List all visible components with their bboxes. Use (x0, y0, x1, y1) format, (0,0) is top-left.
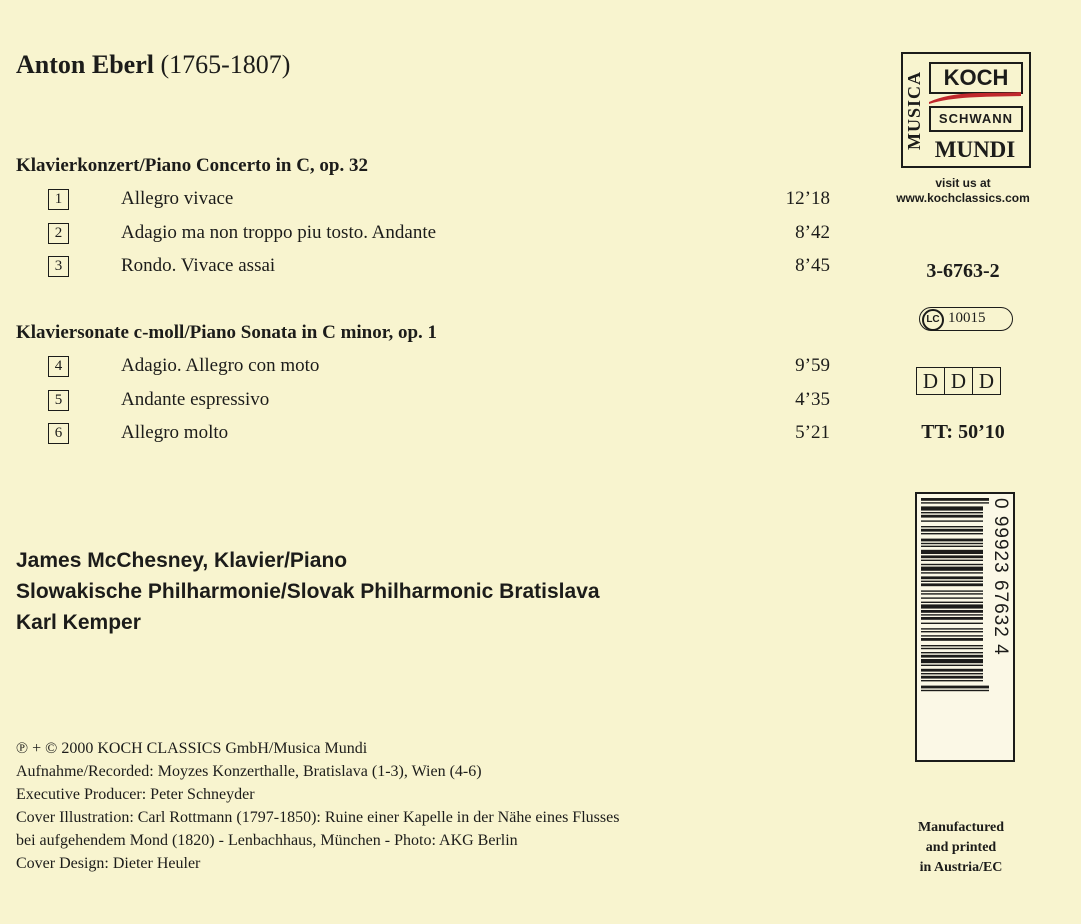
performers-block (16, 545, 600, 638)
track-number: 4 (48, 356, 69, 377)
barcode-bar (921, 512, 983, 513)
performer-soloist: James McChesney, Klavier/Piano (16, 549, 348, 572)
barcode-bar (921, 526, 983, 527)
track-duration: 8’42 (795, 222, 830, 243)
barcode-bar (921, 583, 983, 586)
logo-koch-text: KOCH (929, 62, 1023, 94)
credit-copyright: ℗ + © 2000 KOCH CLASSICS GmbH/Musica Mundi (16, 740, 368, 757)
lc-mark-icon: LC (922, 309, 944, 331)
website-url: www.kochclassics.com (896, 191, 1030, 205)
composer-name: Anton Eberl (16, 50, 154, 79)
barcode-bar (921, 623, 983, 624)
total-time: TT: 50’10 (921, 421, 1005, 443)
barcode-bar (921, 686, 989, 689)
track-title: Allegro molto (121, 422, 229, 443)
barcode-bar (921, 564, 983, 565)
track-duration: 9’59 (795, 355, 830, 376)
track-number: 6 (48, 423, 69, 444)
credit-cover-design: Cover Design: Dieter Heuler (16, 855, 201, 872)
track-title: Allegro vivace (121, 188, 234, 209)
barcode-bar (921, 515, 983, 518)
manufactured-line: Manufactured (917, 820, 1005, 835)
track-number: 2 (48, 223, 69, 244)
track-duration: 4’35 (795, 389, 830, 410)
barcode-bar (921, 593, 983, 594)
barcode-bar (921, 550, 983, 554)
composer-heading (16, 50, 290, 80)
sparscode-letter: D (916, 367, 945, 395)
credit-cover-illustration-cont: bei aufgehendem Mond (1820) - Lenbachhaus, München - Photo: AKG Berlin (16, 832, 518, 849)
track-duration: 12’18 (785, 188, 830, 209)
barcode-bar (921, 604, 983, 608)
label-code-badge (919, 307, 1013, 331)
barcode-bar (921, 617, 983, 620)
work-title-concerto: Klavierkonzert/Piano Concerto in C, op. 32 (16, 155, 368, 176)
manufactured-note (886, 818, 1036, 878)
credits-block (16, 737, 619, 875)
barcode-bar (921, 628, 983, 629)
barcode-bar (921, 520, 983, 521)
track-title: Adagio. Allegro con moto (121, 355, 320, 376)
barcode-bar (921, 498, 989, 501)
credit-recorded: Aufnahme/Recorded: Moyzes Konzerthalle, Bratislava (1-3), Wien (4-6) (16, 763, 482, 780)
credit-cover-illustration: Cover Illustration: Carl Rottmann (1797-1850): Ruine einer Kapelle in der Nähe eines Flusses (16, 809, 620, 826)
barcode-bar (921, 652, 983, 653)
barcode-bar (921, 635, 983, 636)
barcode-bar (921, 665, 983, 666)
track-title: Adagio ma non troppo piu tosto. Andante (121, 222, 437, 243)
track-duration: 8’45 (795, 255, 830, 276)
barcode-bar (921, 539, 983, 542)
barcode-bar (921, 669, 983, 672)
sparscode-letter: D (972, 367, 1001, 395)
logo-musica-text: MUSICA (904, 70, 924, 150)
barcode-bar (921, 546, 983, 547)
performer-orchestra: Slowakische Philharmonie/Slovak Philharmonic Bratislava (16, 580, 600, 603)
barcode-bar (921, 572, 983, 573)
barcode-bar (921, 543, 983, 544)
track-row (48, 222, 830, 248)
track-number: 1 (48, 189, 69, 210)
track-title: Rondo. Vivace assai (121, 255, 276, 276)
manufactured-line: in Austria/EC (919, 860, 1003, 875)
barcode-bar (921, 655, 983, 658)
barcode-bar (921, 533, 983, 534)
barcode-bars (921, 496, 989, 758)
barcode-bar (921, 648, 983, 649)
website-note-line1: visit us at (935, 176, 991, 190)
koch-schwann-logo (901, 52, 1031, 168)
barcode-bar (921, 631, 983, 632)
lc-number: 10015 (948, 310, 986, 326)
performer-conductor: Karl Kemper (16, 611, 141, 634)
barcode-bar (921, 610, 983, 613)
barcode-bar (921, 676, 983, 679)
website-note (876, 176, 1050, 206)
track-row (48, 389, 830, 415)
barcode-bar (921, 555, 983, 558)
track-number: 3 (48, 256, 69, 277)
barcode-digits: 0 99923 67632 4 (990, 498, 1011, 656)
barcode-bar (921, 645, 983, 646)
barcode-bar (921, 567, 983, 571)
sparscode-ddd (917, 367, 1001, 395)
logo-schwann-text: SCHWANN (929, 106, 1023, 132)
sparscode-letter: D (944, 367, 973, 395)
barcode-bar (921, 590, 983, 591)
barcode-bar (921, 638, 983, 641)
barcode-bar (921, 581, 983, 582)
barcode-bar (921, 690, 989, 691)
logo-swoosh-icon (925, 88, 1025, 108)
composer-dates: (1765-1807) (160, 50, 291, 79)
track-duration: 5’21 (795, 422, 830, 443)
barcode (915, 492, 1015, 762)
barcode-bar (921, 602, 983, 603)
manufactured-line: and printed (925, 840, 997, 855)
barcode-bar (921, 673, 983, 674)
credit-producer: Executive Producer: Peter Schneyder (16, 786, 255, 803)
track-row (48, 355, 830, 381)
barcode-bar (921, 576, 983, 579)
track-row (48, 188, 830, 214)
barcode-bar (921, 560, 983, 561)
barcode-bar (921, 506, 983, 510)
barcode-bar (921, 614, 983, 615)
track-title: Andante espressivo (121, 389, 270, 410)
logo-mundi-text: MUNDI (934, 137, 1016, 162)
barcode-bar (921, 502, 989, 503)
catalog-number: 3-6763-2 (926, 260, 1000, 282)
barcode-bar (921, 659, 983, 663)
barcode-bar (921, 597, 983, 598)
track-row (48, 422, 830, 448)
track-row (48, 255, 830, 281)
track-number: 5 (48, 390, 69, 411)
work-title-sonata: Klaviersonate c-moll/Piano Sonata in C minor, op. 1 (16, 322, 438, 343)
barcode-bar (921, 680, 983, 681)
barcode-bar (921, 529, 983, 532)
